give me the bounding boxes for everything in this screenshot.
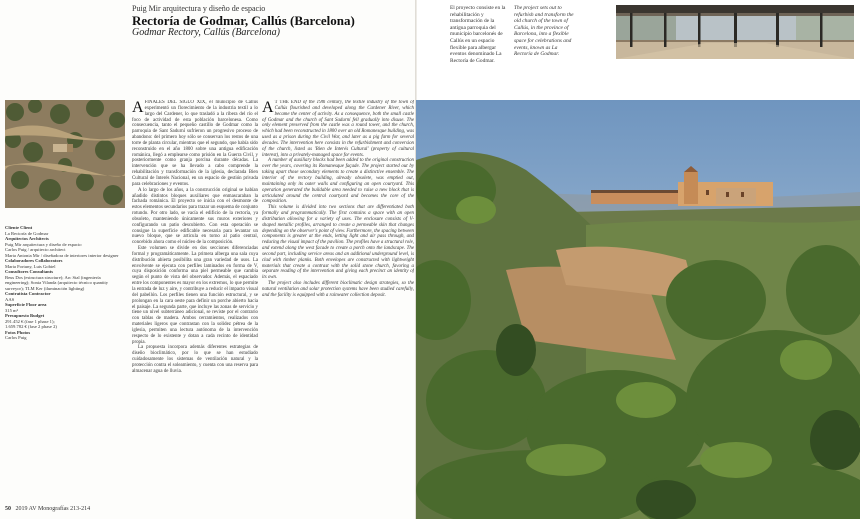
paragraph: A lo largo de los años, a la construcción original se habían añadido distintos bloques auxiliares que enmascaraban la fachada románica. El proyecto se inicia con el desmonte de estos elementos secundarios para trazar un esquema de conjunto rotundo. Por otro lado, se vacía el edificio de la rectoría, ya obsoleto, manteniendo únicamente sus muros exteriores y configurando un patio descubierto. Con esta operación se consigue la superficie edificable necesaria para levantar un nuevo bloque, que se articula en torno al patio central, concebido ahora como el núcleo de la composición. [132, 187, 258, 246]
article-subtitle: Godmar Rectory, Callús (Barcelona) [132, 27, 280, 38]
project-credits [5, 225, 125, 341]
aerial-photo-image [5, 100, 125, 208]
landscape-photo [416, 100, 860, 519]
lead-in: T THE END [274, 100, 301, 105]
credit-heading: Arquitectos Architects [5, 236, 49, 241]
credit-entry [5, 236, 125, 258]
credit-line: Maria Fortuny, Luis Gobiel [5, 263, 56, 269]
credit-line: Carlos Puig [5, 335, 27, 340]
credit-entry [5, 313, 125, 330]
credit-line: Carlos Puig / arquitecto architect [5, 247, 66, 252]
credit-entry [5, 225, 125, 236]
credit-heading: Fotos Photos [5, 329, 31, 335]
credit-line: 1.659.782 € (fase 2 phase 2) [5, 324, 57, 329]
page-footer [5, 506, 90, 512]
lead-in: FINALES DEL SIGLO XIX, [144, 100, 207, 105]
credit-heading: Consultores Consultants [5, 269, 54, 274]
caption-english: The project sets out to refurbish and transform the old church of the town of Callús, in the province of Barcelona, into a flexible space for celebrations and events, known as La Rectoría de Godmar. [514, 5, 574, 58]
paragraph: A number of auxiliary blocks had been added to the original construction over the years, covering its Romanesque façade. The project started out by taking apart those secondary elements to create a distinctive ensemble. The interior of the rectory building, already obsolete, was emptied out, maintaining only its outer walls and configuring an open courtyard. This operation generated the buildable area needed to raise a new block that is articulated around the central courtyard and becomes the core of the composition. [262, 158, 414, 205]
paragraph: La propuesta incorpora además diferentes estrategias de diseño bioclimático, por lo que se han estudiado cuidadosamente los sistemas de ventilación natural y la protección contra el soleamiento, y cuenta con una reserva para almacenar agua de lluvia. [132, 345, 258, 374]
english-text-column [262, 100, 414, 480]
interior-photo [616, 5, 854, 59]
article-title: Rectoría de Godmar, Callús (Barcelona) [132, 13, 355, 28]
credit-line: La Rectoría de Godmar [5, 230, 49, 236]
paragraph: Este volumen se divide en dos secciones diferenciadas formal y programáticamente. La primera alberga una sala cuya distribución abierta posibilita una gran variedad de usos. La envolvente se ejecuta con perfiles laminados en forma de V, cuya disposición conforma una piel permeable que cambia según el punto de vista del observador. Además, el espaciado entre los componentes es mayor en los extremos, lo que permite la entrada de luz y aire, y contribuye a reducir el impacto visual del pabellón. Los perfiles tienen una función estructural, y se prolongan en la cara oeste para definir un porche abierto hacia el paisaje. La segunda parte, que incluye las zonas de servicio y tiene un nivel subterráneo adicional, se reviste por el contrario con tablas de madera. Ambos cerramientos, realizados con materiales ligeros que contrastan con la solidez pétrea de la iglesia, permiten una lectura autónoma de la intervención respecto de lo existente y dotan a cada recinto de identidad propia. [132, 246, 258, 345]
credit-line: Marta Antonia Mir / diseñadora de interiores interior designer [5, 252, 119, 258]
page-number: 50 [5, 506, 11, 512]
credit-line: AAS [5, 296, 15, 302]
credit-heading: Cliente Client [5, 225, 33, 230]
credit-heading: Contratista Contractor [5, 291, 51, 296]
interior-photo-image [616, 5, 854, 59]
credit-entry [5, 269, 125, 291]
aerial-photo [5, 100, 125, 208]
publication-name: 2019 AV Monografías 213-214 [15, 506, 91, 512]
architect-kicker: Puig Mir arquitectura y diseño de espacio [132, 4, 266, 13]
credit-heading: Superficie Floor area [5, 302, 47, 307]
credit-line: Puig Mir arquitectura y diseño de espacio [5, 241, 82, 247]
paragraph [262, 100, 414, 158]
landscape-photo-image [416, 100, 860, 519]
dropcap: A [262, 100, 274, 116]
credit-line: 291.452 € (fase 1 phase 1); [5, 318, 55, 324]
spanish-text-column [132, 100, 258, 480]
dropcap: A [132, 100, 144, 116]
credit-entry [5, 291, 125, 302]
credit-line: 315 m² [5, 307, 18, 313]
credit-entry [5, 302, 125, 313]
paragraph-body: of the 19th century, the textile industry of the town of Callús flourished and developed along the Cardener River, which became the center of activity. As a consequence, both the small castle of Godmar and the church of Sant Sadurní fell gradually into disuse. The only element preserved from the castle was a round tower, and the church, which had been reconstructed in 1800 over an old Romanesque building, was used as a prison during the Civil War, and later as a pig farm for several decades. The intervention here consists in the refurbishment and conversion of the church, listed as 'Bien de Interés Cultural' (property of cultural interest), into a privately-managed space for events. [262, 100, 414, 158]
paragraph [132, 100, 258, 188]
caption-spanish: El proyecto consiste en la rehabilitación y transformación de la antigua parroquia del municipio barcelonés de Callús en un espacio flexible para albergar eventos denominado La Rectoría de Godmar. [450, 5, 506, 64]
paragraph-body: el municipio de Callús experimentó un florecimiento de la industria textil a lo largo del Cardener, lo que trasladó a la ribera del río el foco de actividad de esta población barcelonesa. Como consecuencia, tanto el pequeño castillo de Godmar como la parroquia de Sant Sadurní sufrieron un progresivo proceso de abandono: del primero hoy sólo se conservan los restos de una torre de planta circular, mientras que el segundo, que había sido reconstruido en el año 1800 sobre una antigua edificación románica, llegó a emplearse como prisión en la Guerra Civil, y posteriormente como granja porcina durante décadas. La intervención que se ha llevado a cabo comprende la rehabilitación y transformación de la iglesia, declarada Bien Cultural de Interés Nacional, en un espacio de gestión privada para celebraciones y eventos. [132, 100, 258, 187]
paragraph: The project also includes different bioclimatic design strategies, so the natural ventilation and solar protection systems have been studied carefully, and the facility is equipped with a rainwater collection deposit. [262, 281, 414, 298]
credit-entry [5, 330, 125, 341]
credit-heading: Presupuesto Budget [5, 313, 45, 318]
paragraph: This volume is divided into two sections that are differentiated both formally and programmatically. The first contains a space with an open distribution allowing for a variety of uses. The enclosure consists of V-shaped metallic profiles, arranged to create a permeable skin that changes depending on the observer's point of view. Furthermore, the spacing between components is greater at the ends, letting light and air pass through, and reducing the visual impact of the pavilion. The profiles have a structural role, and extend along the west facade to create a porch onto the landscape. The second part, including service areas and an additional underground level, is clad with timber planks. Both envelopes are constructed with lightweight materials that create a contrast with the solid stone church, favoring a separate reading of the intervention and giving each precinct an identity of its own. [262, 205, 414, 281]
credit-heading: Colaboradores Collaborators [5, 258, 63, 263]
credit-entry [5, 258, 125, 269]
credit-line: Beus Dos (estructura structure); Arc Stal (ingeniería engineering); Sonia Vilanda (arquitecto técnico quantity surveyor); TLM Ker (iluminación lighting) [5, 274, 109, 291]
